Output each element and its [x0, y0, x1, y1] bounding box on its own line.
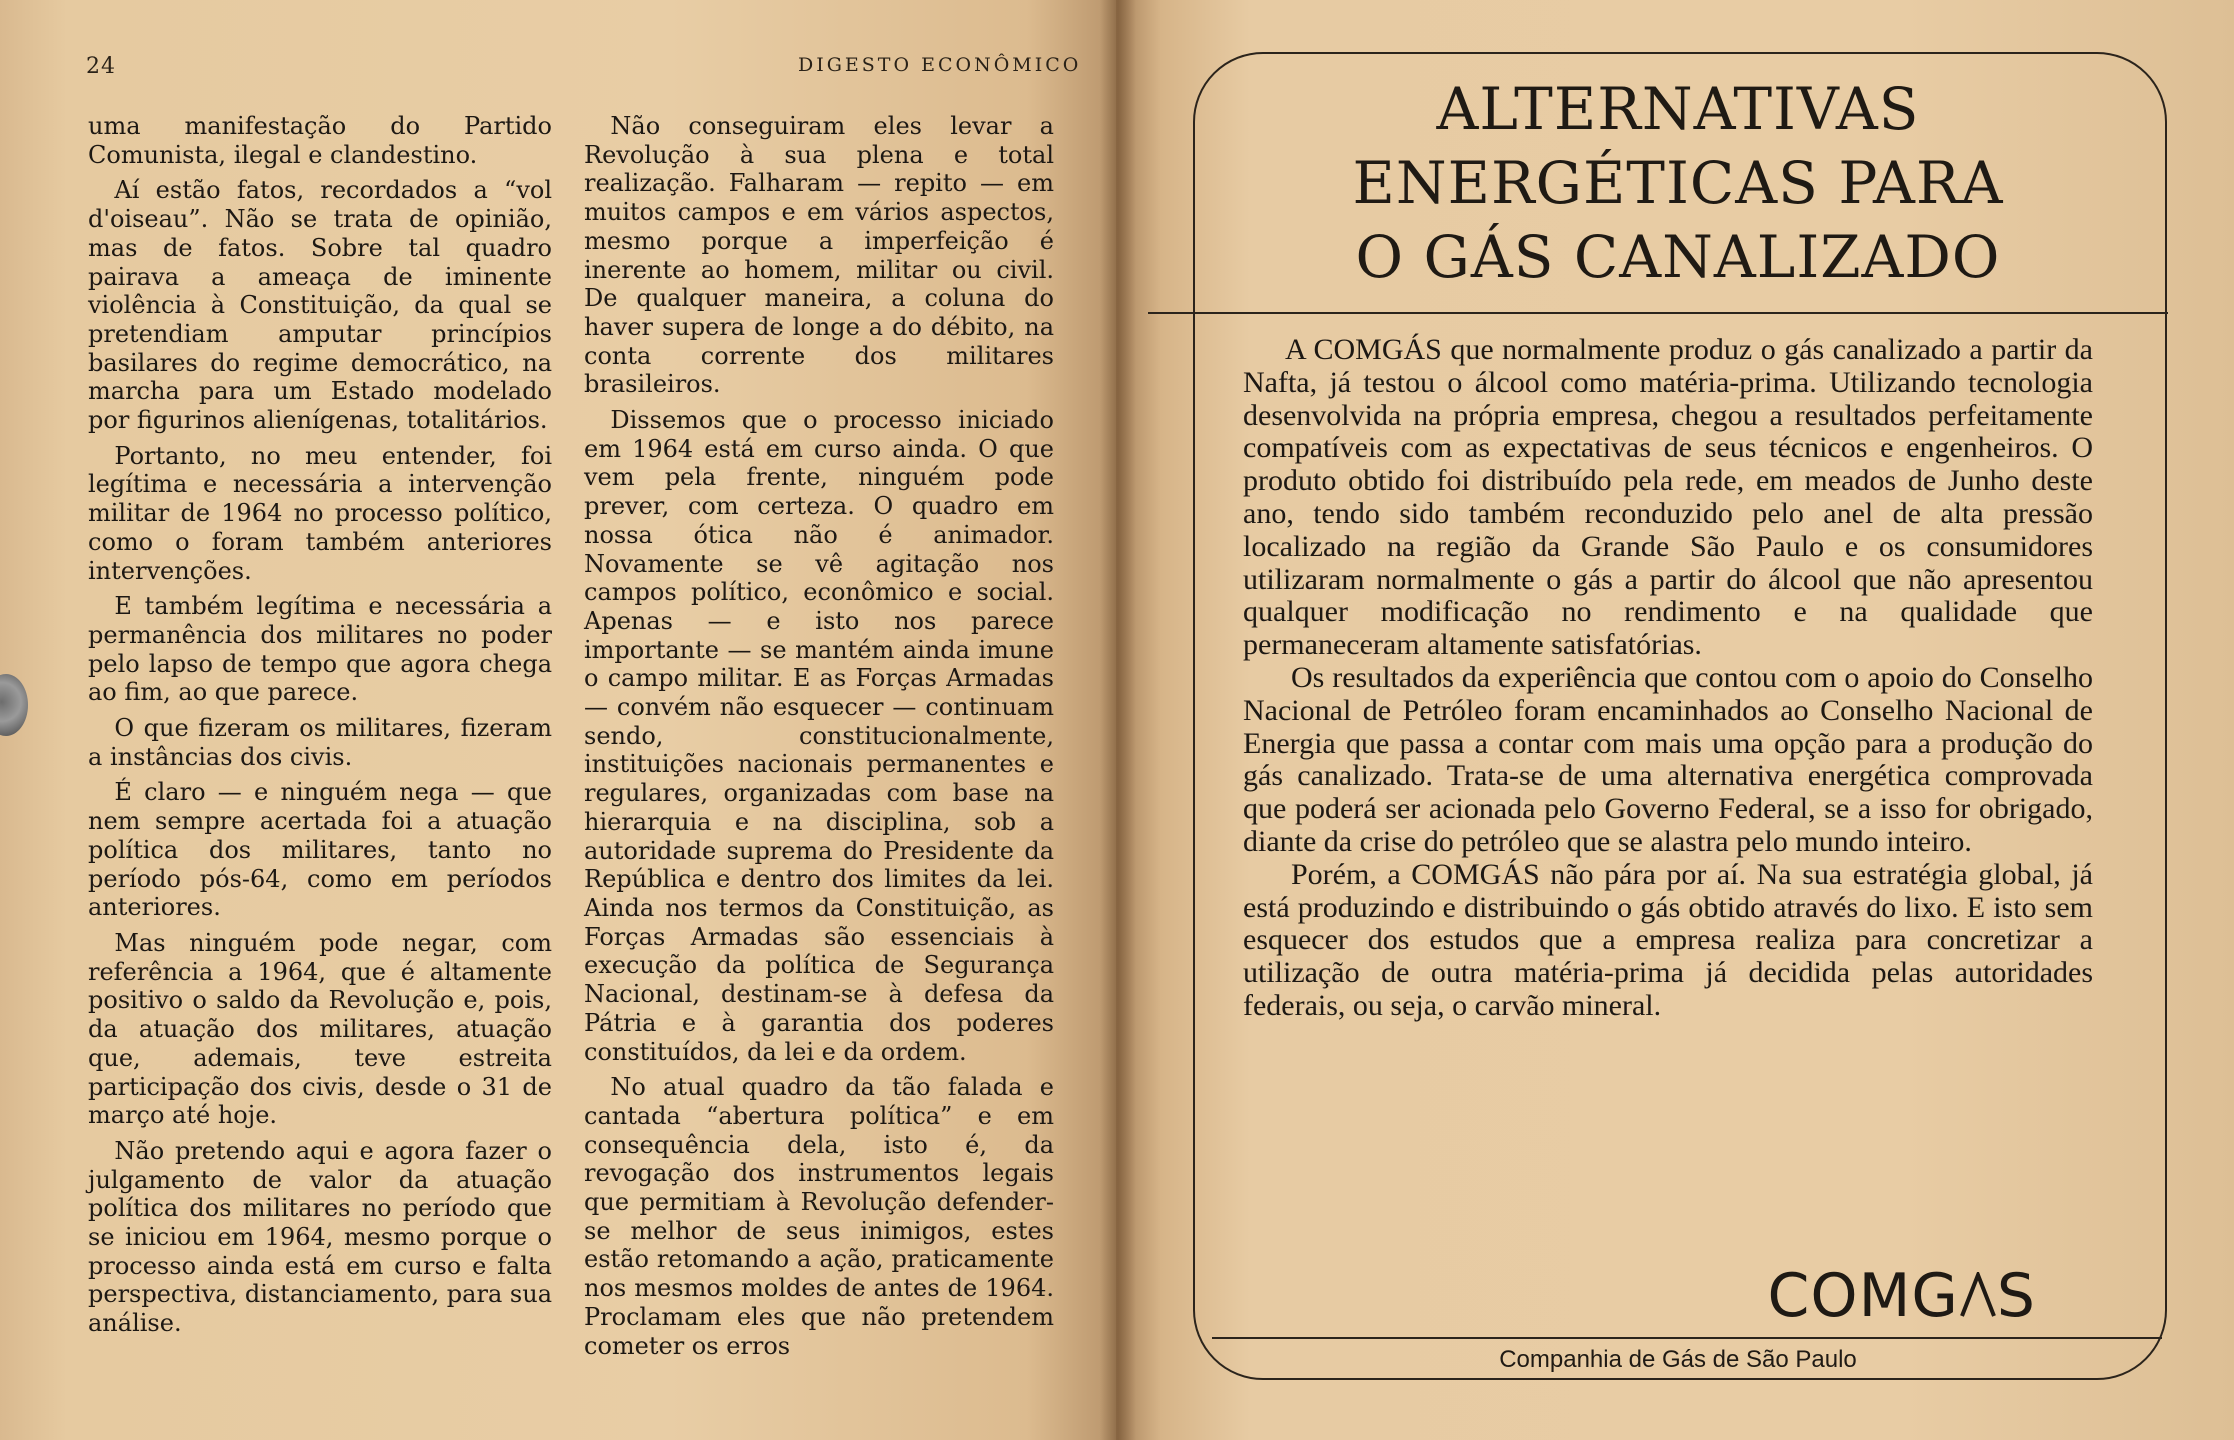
page-number: 24: [86, 54, 116, 79]
paragraph: Mas ninguém pode negar, com referência a 1964, que é altamente positivo o saldo da Revolução e, pois, da atuação dos militares, atuação que, ademais, teve estreita participação dos civis, desde o 31 de março até hoje.: [88, 928, 552, 1130]
paragraph: Portanto, no meu entender, foi legítima e necessária a intervenção militar de 1964 no processo político, como o foram também anteriores intervenções.: [88, 441, 552, 585]
logo-text-start: COMG: [1767, 1261, 1959, 1331]
title-line: ENERGÉTICAS PARA: [1352, 149, 2004, 217]
binding-hole: [0, 674, 28, 736]
paragraph: uma manifestação do Partido Comunista, ilegal e clandestino.: [88, 112, 552, 169]
logo-text-end: S: [1996, 1261, 2036, 1331]
title-line: ALTERNATIVAS: [1436, 75, 1920, 143]
paragraph: Os resultados da experiência que contou com o apoio do Conselho Nacional de Petróleo foram encaminhados ao Conselho Nacional de Energia que passa a contar com mais uma opção para a produção do gás canalizado. Trata-se de uma alternativa energética comprovada que poderá ser acionada pelo Governo Federal, se a isso for obrigado, diante da crise do petróleo que se alastra pelo mundo inteiro.: [1243, 660, 2093, 858]
company-name: Companhia de Gás de São Paulo: [1499, 1346, 1857, 1373]
paragraph: Dissemos que o processo iniciado em 1964 está em curso ainda. O que vem pela frente, ninguém pode prever, com certeza. O quadro em nossa ótica não é animador. Novamente se vê agitação nos campos político, econômico e social. Apenas — e isto nos parece importante — se mantém ainda imune o campo militar. E as Forças Armadas — convém não esquecer — continuam sendo, constitucionalmente, instituições nacionais permanentes e regulares, organizadas com base na hierarquia e na disciplina, sob a autoridade suprema do Presidente da República e dentro dos limites da lei. Ainda nos termos da Constituição, as Forças Armadas são essenciais à execução da política de Segurança Nacional, destinam-se à defesa da Pátria e à garantia dos poderes constituídos, da lei e da ordem.: [584, 406, 1054, 1066]
article-column-2: [584, 112, 1054, 1360]
paragraph: O que fizeram os militares, fizeram a instâncias dos civis.: [88, 714, 552, 771]
running-title: DIGESTO ECONÔMICO: [798, 54, 1082, 76]
paragraph: Porém, a COMGÁS não pára por aí. Na sua estratégia global, já está produzindo e distribuindo o gás obtido através do lixo. E isto sem esquecer dos estudos que a empresa realiza para concretizar a utilização de outra matéria-prima já decidida pelas autoridades federais, ou seja, o carvão mineral.: [1243, 857, 2093, 1022]
comgas-logo: [1736, 1261, 2036, 1331]
paragraph: No atual quadro da tão falada e cantada “abertura política” e em consequência dela, isto é, da revogação dos instrumentos legais que permitiam à Revolução defender-se melhor de seus inimigos, estes estão retomando a ação, praticamente nos mesmos moldes de antes de 1964. Proclamam eles que não pretendem cometer os erros: [584, 1073, 1054, 1360]
article-column-1: [88, 112, 552, 1338]
advertisement-body: [1243, 334, 2093, 1023]
paragraph: E também legítima e necessária a permanência dos militares no poder pelo lapso de tempo que agora chega ao fim, ao que parece.: [88, 592, 552, 707]
book-gutter: [1100, 0, 1136, 1440]
paragraph: É claro — e ninguém nega — que nem sempre acertada foi a atuação política dos militares, tanto no período pós-64, como em períodos anteriores.: [88, 778, 552, 922]
footer-divider: [1212, 1337, 2162, 1339]
paragraph: Aí estão fatos, recordados a “vol d'oiseau”. Não se trata de opinião, mas de fatos. Sobre tal quadro pairava a ameaça de iminente violência à Constituição, da qual se pretendiam amputar princípios basilares do regime democrático, na marcha para um Estado modelado por figurinos alienígenas, totalitários.: [88, 176, 552, 435]
title-line: O GÁS CANALIZADO: [1355, 223, 2001, 291]
paragraph: Não pretendo aqui e agora fazer o julgamento de valor da atuação política dos militares no período que se iniciou em 1964, mesmo porque o processo ainda está em curso e falta perspectiva, distanciamento, para sua análise.: [88, 1136, 552, 1338]
logo-caret-icon: [1959, 1272, 1997, 1318]
paragraph: A COMGÁS que normalmente produz o gás canalizado a partir da Nafta, já testou o álcool como matéria-prima. Utilizando tecnologia desenvolvida na própria empresa, chegou a resultados perfeitamente compatíveis com as expectativas de seus técnicos e engenheiros. O produto obtido foi distribuído pela rede, em meados de Junho deste ano, tendo sido também reconduzido pelo anel de alta pressão localizado na região da Grande São Paulo e os consumidores utilizaram normalmente o gás a partir do álcool que não apresentou qualquer modificação no rendimento e na qualidade que permaneceram altamente satisfatórias.: [1243, 333, 2093, 662]
title-divider: [1148, 312, 2168, 314]
advertisement-title: [1193, 72, 2163, 294]
paragraph: Não conseguiram eles levar a Revolução à sua plena e total realização. Falharam — repito — em muitos campos e em vários aspectos, mesmo porque a imperfeição é inerente ao homem, militar ou civil. De qualquer maneira, a coluna do haver supera de longe a do débito, na conta corrente dos militares brasileiros.: [584, 112, 1054, 399]
